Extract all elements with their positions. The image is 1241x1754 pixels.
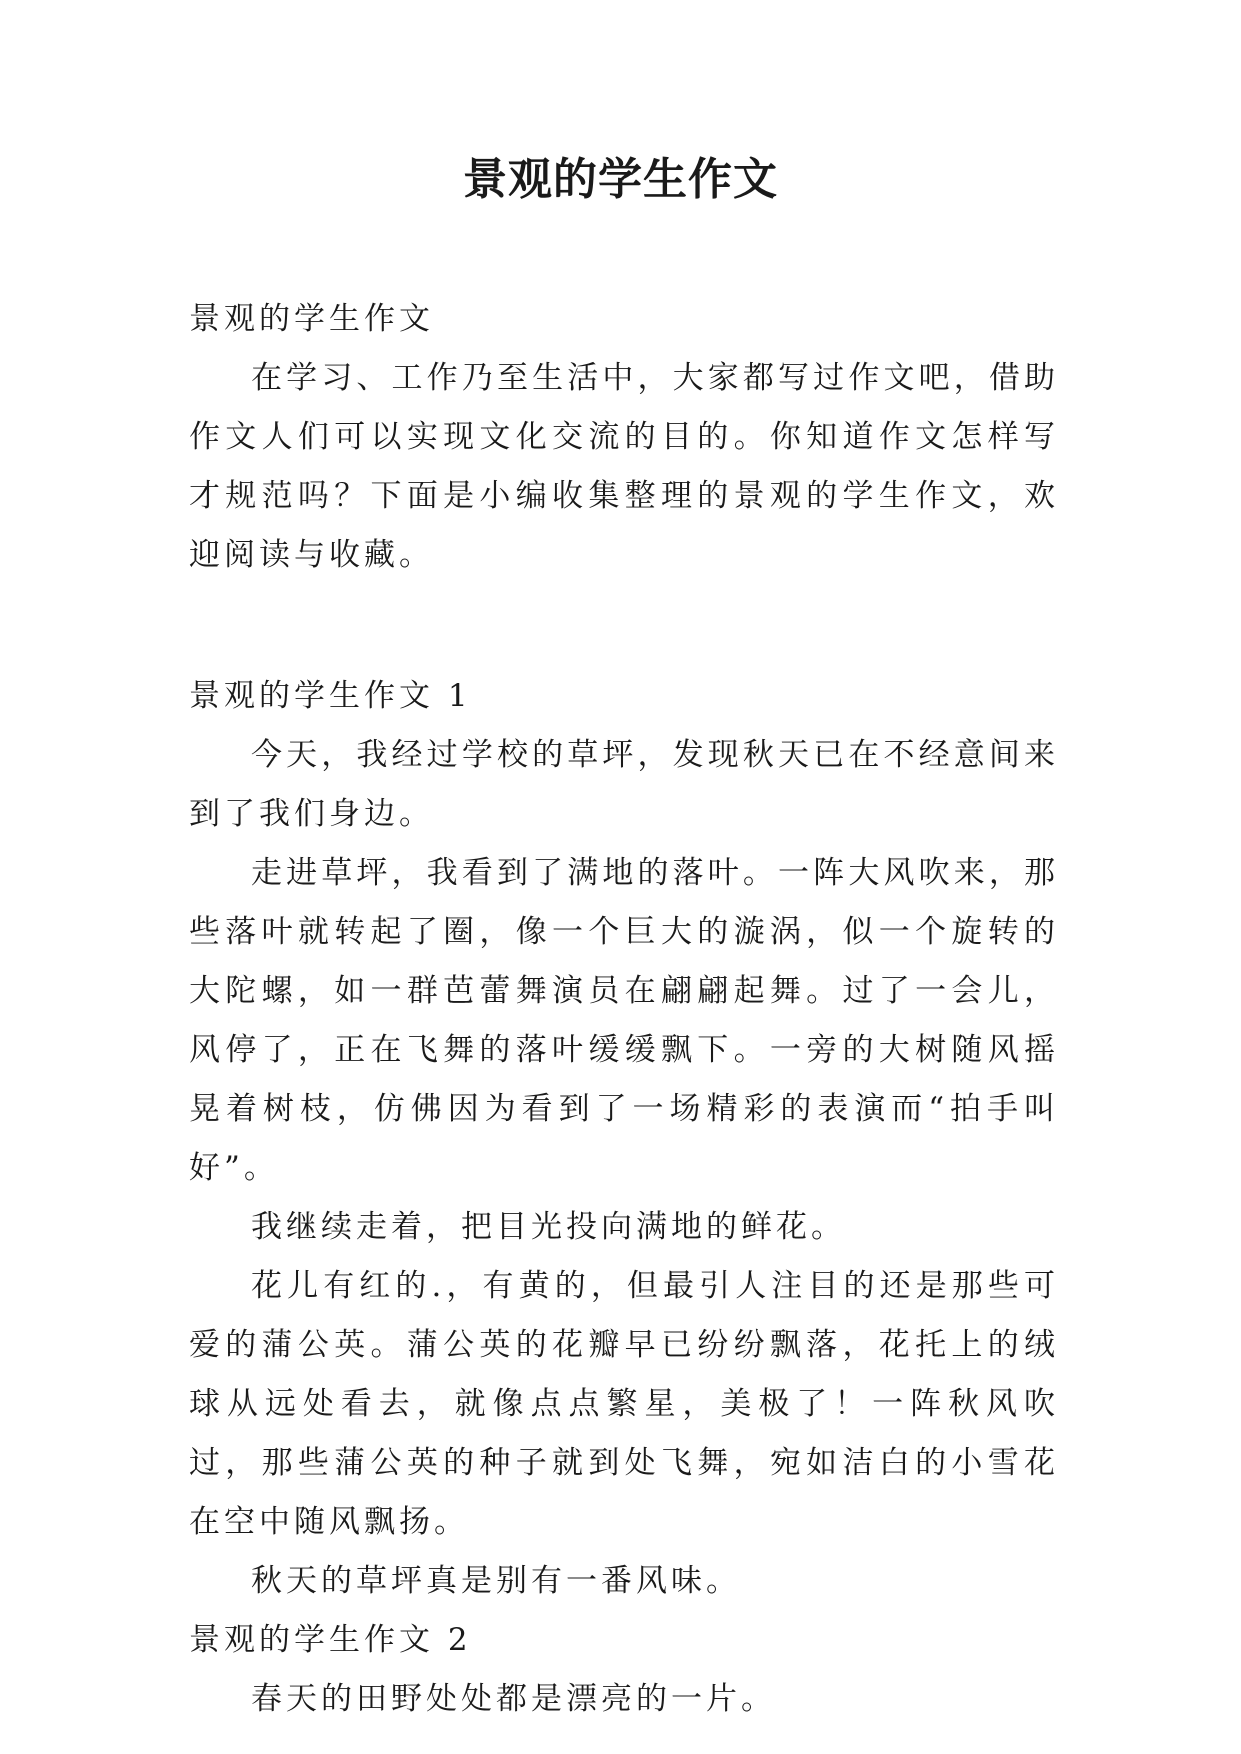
document-body [189, 290, 1059, 1729]
essay-1-paragraph: 今天，我经过学校的草坪，发现秋天已在不经意间来到了我们身边。 [189, 737, 1059, 832]
intro-heading: 景观的学生作文 [189, 301, 434, 337]
section-spacer [189, 585, 1059, 667]
essay-1-paragraph: 我继续走着，把目光投向满地的鲜花。 [251, 1209, 846, 1245]
essay-1-paragraph: 走进草坪，我看到了满地的落叶。一阵大风吹来，那些落叶就转起了圈，像一个巨大的漩涡，似一个旋转的大陀螺，如一群芭蕾舞演员在翩翩起舞。过了一会儿，风停了，正在飞舞的落叶缓缓飘下。一旁的大树随风摇晃着树枝，仿佛因为看到了一场精彩的表演而“拍手叫好”。 [189, 855, 1059, 1186]
page-title: 景观的学生作文 [463, 154, 778, 205]
intro-paragraph: 在学习、工作乃至生活中，大家都写过作文吧，借助作文人们可以实现文化交流的目的。你知道作文怎样写才规范吗？下面是小编收集整理的景观的学生作文，欢迎阅读与收藏。 [189, 360, 1059, 573]
essay-1-paragraph: 花儿有红的.，有黄的，但最引人注目的还是那些可爱的蒲公英。蒲公英的花瓣早已纷纷飘落，花托上的绒球从远处看去，就像点点繁星，美极了！一阵秋风吹过，那些蒲公英的种子就到处飞舞，宛如洁白的小雪花在空中随风飘扬。 [189, 1268, 1059, 1540]
essay-2-paragraph: 春天的田野处处都是漂亮的一片。 [251, 1681, 776, 1717]
essay-1-paragraph: 秋天的草坪真是别有一番风味。 [251, 1563, 741, 1599]
essay-1-heading: 景观的学生作文 1 [189, 678, 472, 714]
essay-2-heading: 景观的学生作文 2 [189, 1622, 472, 1658]
